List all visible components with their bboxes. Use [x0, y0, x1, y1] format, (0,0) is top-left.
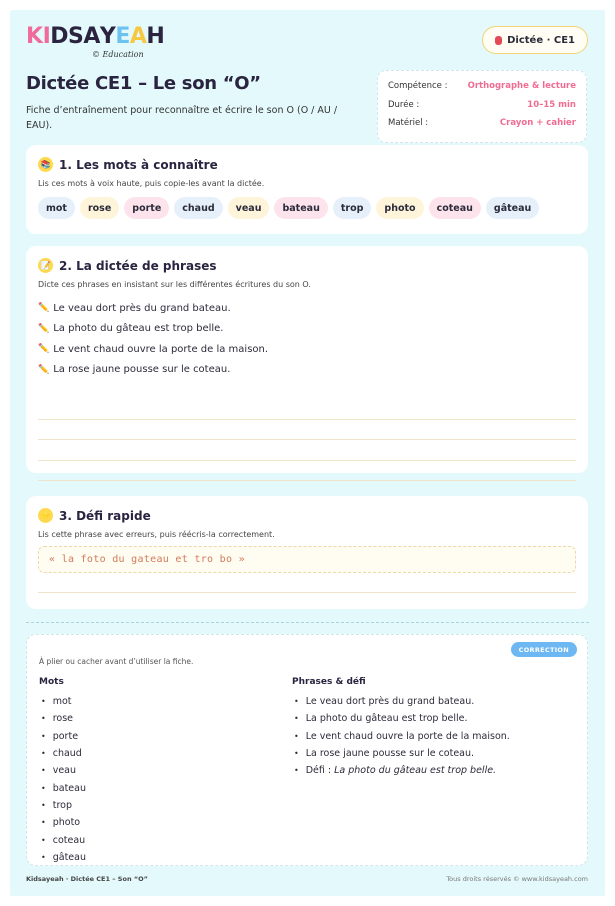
brand-letter: S — [68, 24, 84, 49]
section-challenge — [26, 496, 588, 609]
footer-right: Tous droits réservés © www.kidsayeah.com — [446, 875, 588, 883]
brand-letter: H — [146, 24, 165, 49]
level-badge — [482, 26, 588, 54]
writing-line[interactable] — [38, 592, 576, 593]
writing-line[interactable] — [38, 440, 576, 461]
writing-line[interactable] — [38, 420, 576, 441]
phrases-list — [294, 693, 510, 779]
sentence-list — [38, 298, 268, 380]
correction-word: • mot — [41, 693, 86, 710]
star-icon: ⭐ — [38, 508, 53, 523]
note-icon: 📝 — [38, 258, 53, 273]
correction-badge: CORRECTION — [511, 642, 577, 657]
brand-letter: A — [83, 24, 100, 49]
pencil-icon: ✏️ — [38, 344, 50, 355]
info-key: Matériel : — [388, 118, 429, 129]
section-header — [38, 508, 151, 523]
brand-subtitle: © Education — [92, 50, 144, 59]
sentence-item — [38, 319, 268, 340]
correction-word: • veau — [41, 762, 86, 779]
book-icon: 📚 — [38, 157, 53, 172]
footer-left: Kidsayeah · Dictée CE1 – Son “O” — [26, 875, 148, 883]
section-description: Lis ces mots à voix haute, puis copie-les avant la dictée. — [38, 179, 265, 188]
info-key: Compétence : — [388, 81, 448, 92]
brand-letter: E — [115, 24, 130, 49]
correction-box — [26, 634, 588, 866]
correction-word: • coteau — [41, 831, 86, 848]
word-chip: porte — [124, 197, 169, 219]
correction-word: • gâteau — [41, 849, 86, 866]
word-chips — [38, 197, 539, 219]
writing-lines[interactable] — [38, 399, 576, 481]
brand-letter: A — [129, 24, 147, 49]
defi-label: • Défi : — [305, 765, 335, 777]
brand-letter: K — [26, 24, 43, 49]
words-list — [41, 693, 86, 866]
info-box — [377, 70, 587, 143]
section-description: Lis cette phrase avec erreurs, puis réécris-la correctement. — [38, 530, 275, 539]
words-column-title: Mots — [39, 677, 64, 687]
section-title: 3. Défi rapide — [59, 508, 151, 523]
error-sentence-box: « la foto du gateau et tro bo » — [38, 546, 576, 573]
pencil-icon: ✏️ — [38, 323, 50, 334]
fold-line — [26, 622, 589, 623]
brand-logo — [26, 26, 164, 62]
word-chip: photo — [376, 197, 423, 219]
section-header — [38, 157, 218, 172]
word-chip: gâteau — [486, 197, 539, 219]
correction-phrase: • Le vent chaud ouvre la porte de la maison. — [294, 728, 510, 745]
info-row-duration — [388, 96, 576, 115]
phrases-column-title: Phrases & défi — [292, 677, 366, 687]
word-chip: coteau — [429, 197, 481, 219]
correction-phrase: • Le veau dort près du grand bateau. — [294, 693, 510, 710]
sentence-text: La rose jaune pousse sur le coteau. — [53, 364, 231, 376]
info-row-material — [388, 114, 576, 133]
writing-line[interactable] — [38, 399, 576, 420]
correction-word: • photo — [41, 814, 86, 831]
bookmark-icon — [495, 36, 502, 45]
word-chip: trop — [333, 197, 372, 219]
correction-phrase: • La photo du gâteau est trop belle. — [294, 710, 510, 727]
sentence-text: La photo du gâteau est trop belle. — [53, 323, 224, 335]
correction-note: À plier ou cacher avant d’utiliser la fiche. — [39, 657, 194, 666]
word-chip: mot — [38, 197, 75, 219]
brand-letter: D — [50, 24, 69, 49]
pencil-icon: ✏️ — [38, 364, 50, 375]
info-value: Crayon + cahier — [499, 118, 576, 129]
word-chip: chaud — [174, 197, 222, 219]
sentence-item — [38, 298, 268, 319]
brand-wordmark — [26, 26, 164, 48]
correction-word: • rose — [41, 710, 86, 727]
correction-word: • chaud — [41, 745, 86, 762]
section-title: 2. La dictée de phrases — [59, 258, 217, 273]
info-value: Orthographe & lecture — [467, 81, 576, 92]
level-badge-label: Dictée · CE1 — [507, 34, 575, 46]
section-header — [38, 258, 217, 273]
writing-line[interactable] — [38, 461, 576, 482]
sentence-text: Le veau dort près du grand bateau. — [53, 302, 231, 314]
word-chip: bateau — [274, 197, 327, 219]
sentence-item — [38, 360, 268, 381]
section-sentences — [26, 246, 588, 473]
correction-word: • bateau — [41, 779, 86, 796]
correction-word: • trop — [41, 797, 86, 814]
section-title: 1. Les mots à connaître — [59, 157, 218, 172]
section-words — [26, 145, 588, 234]
info-row-skill — [388, 77, 576, 96]
brand-letter: I — [42, 24, 51, 49]
worksheet-page — [10, 10, 605, 896]
info-key: Durée : — [388, 99, 420, 110]
word-chip: rose — [80, 197, 119, 219]
sentence-item — [38, 339, 268, 360]
word-chip: veau — [228, 197, 270, 219]
section-description: Dicte ces phrases en insistant sur les différentes écritures du son O. — [38, 280, 311, 289]
correction-defi — [294, 762, 510, 779]
sentence-text: Le vent chaud ouvre la porte de la maison. — [53, 343, 269, 355]
correction-phrase: • La rose jaune pousse sur le coteau. — [294, 745, 510, 762]
correction-word: • porte — [41, 728, 86, 745]
info-value: 10–15 min — [527, 99, 576, 110]
defi-answer: La photo du gâteau est trop belle. — [334, 765, 497, 777]
pencil-icon: ✏️ — [38, 303, 50, 314]
page-title: Dictée CE1 – Le son “O” — [26, 73, 261, 94]
page-subtitle: Fiche d’entraînement pour reconnaître et écrire le son O (O / AU / EAU). — [26, 105, 338, 131]
brand-letter: Y — [99, 24, 116, 49]
